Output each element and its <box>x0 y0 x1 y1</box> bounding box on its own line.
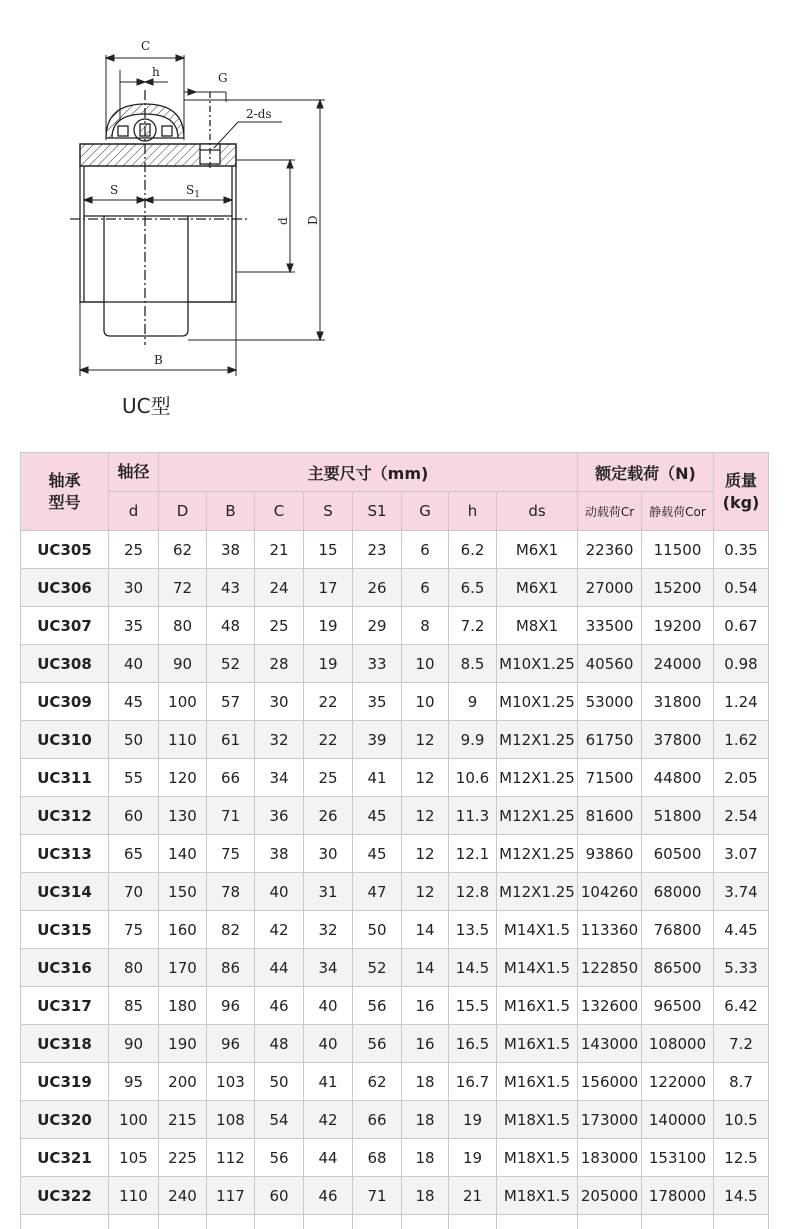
header-col-C: C <box>255 492 304 531</box>
cell-cr: 61750 <box>578 721 642 759</box>
cell-empty <box>402 1215 449 1229</box>
cell-S1: 52 <box>353 949 402 987</box>
cell-cor: 31800 <box>642 683 714 721</box>
table-row <box>21 1101 769 1139</box>
cell-cor: 68000 <box>642 873 714 911</box>
cell-mass: 0.98 <box>714 645 769 683</box>
cell-cr: 173000 <box>578 1101 642 1139</box>
header-model <box>21 453 109 531</box>
cell-S1: 45 <box>353 835 402 873</box>
cell-ds: M12X1.25 <box>497 873 578 911</box>
cell-cor: 96500 <box>642 987 714 1025</box>
cell-d: 50 <box>109 721 159 759</box>
cell-B: 57 <box>207 683 255 721</box>
dim-label-s1: $S_1$ <box>186 183 200 200</box>
cell-G: 14 <box>402 911 449 949</box>
cell-D: 72 <box>159 569 207 607</box>
header-col-S: S <box>304 492 353 531</box>
cell-S: 25 <box>304 759 353 797</box>
cell-S: 19 <box>304 645 353 683</box>
cell-S1: 68 <box>353 1139 402 1177</box>
table-row <box>21 569 769 607</box>
cell-empty <box>578 1215 642 1229</box>
cell-S1: 45 <box>353 797 402 835</box>
header-rated-load: 额定载荷（N) <box>578 453 714 492</box>
cell-C: 60 <box>255 1177 304 1215</box>
bearing-cross-section-drawing <box>0 0 790 440</box>
cell-model: UC306 <box>21 569 109 607</box>
cell-d: 35 <box>109 607 159 645</box>
cell-ds: M6X1 <box>497 531 578 569</box>
cell-model: UC317 <box>21 987 109 1025</box>
cell-S1: 29 <box>353 607 402 645</box>
cell-S: 42 <box>304 1101 353 1139</box>
cell-D: 160 <box>159 911 207 949</box>
cell-S: 30 <box>304 835 353 873</box>
cell-B: 43 <box>207 569 255 607</box>
cell-S: 32 <box>304 911 353 949</box>
cell-h: 13.5 <box>449 911 497 949</box>
cell-G: 12 <box>402 835 449 873</box>
cell-d: 65 <box>109 835 159 873</box>
cell-mass: 6.42 <box>714 987 769 1025</box>
cell-S: 40 <box>304 987 353 1025</box>
cell-B: 75 <box>207 835 255 873</box>
cell-ds: M18X1.5 <box>497 1139 578 1177</box>
cell-cr: 205000 <box>578 1177 642 1215</box>
cell-d: 25 <box>109 531 159 569</box>
cell-B: 108 <box>207 1101 255 1139</box>
cell-C: 36 <box>255 797 304 835</box>
header-col-d: d <box>109 492 159 531</box>
cell-cr: 71500 <box>578 759 642 797</box>
header-bore: 轴径 <box>109 453 159 492</box>
cell-empty <box>497 1215 578 1229</box>
cell-S: 26 <box>304 797 353 835</box>
cell-G: 18 <box>402 1177 449 1215</box>
cell-cr: 156000 <box>578 1063 642 1101</box>
cell-mass: 10.5 <box>714 1101 769 1139</box>
cell-C: 48 <box>255 1025 304 1063</box>
cell-h: 8.5 <box>449 645 497 683</box>
cell-mass: 4.45 <box>714 911 769 949</box>
cell-cor: 24000 <box>642 645 714 683</box>
cell-mass: 3.74 <box>714 873 769 911</box>
cell-d: 30 <box>109 569 159 607</box>
cell-model: UC305 <box>21 531 109 569</box>
table-row <box>21 683 769 721</box>
cell-mass: 0.54 <box>714 569 769 607</box>
cell-d: 110 <box>109 1177 159 1215</box>
cell-model: UC316 <box>21 949 109 987</box>
cell-ds: M12X1.25 <box>497 797 578 835</box>
cell-D: 240 <box>159 1177 207 1215</box>
header-col-B: B <box>207 492 255 531</box>
cell-d: 75 <box>109 911 159 949</box>
cell-d: 70 <box>109 873 159 911</box>
header-col-D: D <box>159 492 207 531</box>
cell-S1: 23 <box>353 531 402 569</box>
cell-h: 9 <box>449 683 497 721</box>
cell-cr: 40560 <box>578 645 642 683</box>
cell-G: 12 <box>402 759 449 797</box>
cell-S: 31 <box>304 873 353 911</box>
cell-S1: 47 <box>353 873 402 911</box>
cell-S: 19 <box>304 607 353 645</box>
cell-C: 44 <box>255 949 304 987</box>
table-row <box>21 721 769 759</box>
cell-G: 10 <box>402 683 449 721</box>
cell-h: 16.7 <box>449 1063 497 1101</box>
cell-mass: 1.24 <box>714 683 769 721</box>
cell-d: 95 <box>109 1063 159 1101</box>
cell-B: 103 <box>207 1063 255 1101</box>
cell-cor: 108000 <box>642 1025 714 1063</box>
cell-cor: 60500 <box>642 835 714 873</box>
cell-cor: 76800 <box>642 911 714 949</box>
cell-S1: 26 <box>353 569 402 607</box>
cell-D: 150 <box>159 873 207 911</box>
cell-mass: 2.54 <box>714 797 769 835</box>
cell-G: 18 <box>402 1063 449 1101</box>
cell-cor: 15200 <box>642 569 714 607</box>
cell-G: 14 <box>402 949 449 987</box>
cell-C: 42 <box>255 911 304 949</box>
cell-empty <box>207 1215 255 1229</box>
header-col-G: G <box>402 492 449 531</box>
dim-label-c: C <box>141 39 150 53</box>
cell-mass: 7.2 <box>714 1025 769 1063</box>
cell-B: 66 <box>207 759 255 797</box>
cell-h: 16.5 <box>449 1025 497 1063</box>
cell-D: 140 <box>159 835 207 873</box>
cell-cr: 33500 <box>578 607 642 645</box>
cell-h: 12.8 <box>449 873 497 911</box>
cell-empty <box>21 1215 109 1229</box>
cell-cor: 122000 <box>642 1063 714 1101</box>
cell-cor: 44800 <box>642 759 714 797</box>
cell-D: 62 <box>159 531 207 569</box>
cell-C: 54 <box>255 1101 304 1139</box>
dim-label-s: S <box>110 183 118 197</box>
table-row <box>21 1025 769 1063</box>
cell-D: 200 <box>159 1063 207 1101</box>
cell-h: 15.5 <box>449 987 497 1025</box>
cell-cor: 11500 <box>642 531 714 569</box>
cell-B: 71 <box>207 797 255 835</box>
cell-S1: 56 <box>353 987 402 1025</box>
cell-D: 130 <box>159 797 207 835</box>
cell-C: 30 <box>255 683 304 721</box>
cell-G: 8 <box>402 607 449 645</box>
cell-empty <box>159 1215 207 1229</box>
cell-h: 11.3 <box>449 797 497 835</box>
cell-mass: 14.5 <box>714 1177 769 1215</box>
cell-D: 120 <box>159 759 207 797</box>
cell-mass: 3.07 <box>714 835 769 873</box>
cell-S: 40 <box>304 1025 353 1063</box>
cell-ds: M10X1.25 <box>497 683 578 721</box>
cell-S1: 41 <box>353 759 402 797</box>
cell-B: 78 <box>207 873 255 911</box>
cell-cor: 51800 <box>642 797 714 835</box>
cell-ds: M6X1 <box>497 569 578 607</box>
cell-G: 18 <box>402 1139 449 1177</box>
cell-C: 56 <box>255 1139 304 1177</box>
cell-empty <box>109 1215 159 1229</box>
cell-S: 17 <box>304 569 353 607</box>
cell-B: 82 <box>207 911 255 949</box>
cell-mass: 0.67 <box>714 607 769 645</box>
header-mass-text: 质量 (kg) <box>723 471 760 512</box>
table-row <box>21 835 769 873</box>
cell-d: 40 <box>109 645 159 683</box>
table-row-cutoff <box>21 1215 769 1229</box>
cell-ds: M16X1.5 <box>497 1063 578 1101</box>
cell-G: 6 <box>402 531 449 569</box>
cell-cor: 140000 <box>642 1101 714 1139</box>
cell-D: 190 <box>159 1025 207 1063</box>
cell-mass: 5.33 <box>714 949 769 987</box>
cell-C: 21 <box>255 531 304 569</box>
cell-S: 22 <box>304 683 353 721</box>
cell-B: 112 <box>207 1139 255 1177</box>
cell-D: 80 <box>159 607 207 645</box>
cell-S1: 66 <box>353 1101 402 1139</box>
cell-cor: 37800 <box>642 721 714 759</box>
cell-S: 44 <box>304 1139 353 1177</box>
cell-model: UC311 <box>21 759 109 797</box>
dim-label-g: G <box>218 71 228 85</box>
cell-C: 46 <box>255 987 304 1025</box>
cell-mass: 0.35 <box>714 531 769 569</box>
cell-B: 96 <box>207 987 255 1025</box>
cell-ds: M14X1.5 <box>497 911 578 949</box>
cell-S1: 39 <box>353 721 402 759</box>
cell-cr: 81600 <box>578 797 642 835</box>
header-col-ds: ds <box>497 492 578 531</box>
cell-model: UC308 <box>21 645 109 683</box>
cell-cr: 104260 <box>578 873 642 911</box>
cell-h: 19 <box>449 1139 497 1177</box>
cell-C: 32 <box>255 721 304 759</box>
cell-d: 80 <box>109 949 159 987</box>
cell-S1: 71 <box>353 1177 402 1215</box>
table-body <box>21 531 769 1229</box>
cell-B: 86 <box>207 949 255 987</box>
cell-ds: M14X1.5 <box>497 949 578 987</box>
dim-label-ds: 2-ds <box>246 107 272 121</box>
cell-cr: 132600 <box>578 987 642 1025</box>
cell-d: 45 <box>109 683 159 721</box>
cell-model: UC309 <box>21 683 109 721</box>
cell-G: 12 <box>402 873 449 911</box>
cell-D: 90 <box>159 645 207 683</box>
cell-h: 14.5 <box>449 949 497 987</box>
cell-ds: M12X1.25 <box>497 759 578 797</box>
cell-ds: M12X1.25 <box>497 721 578 759</box>
cell-cor: 19200 <box>642 607 714 645</box>
cell-model: UC319 <box>21 1063 109 1101</box>
cell-model: UC313 <box>21 835 109 873</box>
cell-D: 110 <box>159 721 207 759</box>
cell-S1: 50 <box>353 911 402 949</box>
cell-cor: 86500 <box>642 949 714 987</box>
cell-cr: 143000 <box>578 1025 642 1063</box>
cell-h: 7.2 <box>449 607 497 645</box>
cell-cor: 178000 <box>642 1177 714 1215</box>
header-col-S1: S1 <box>353 492 402 531</box>
cell-D: 180 <box>159 987 207 1025</box>
table-row <box>21 987 769 1025</box>
header-model-text: 轴承 型号 <box>48 471 80 512</box>
table-row <box>21 645 769 683</box>
cell-G: 12 <box>402 797 449 835</box>
cell-mass: 8.7 <box>714 1063 769 1101</box>
cell-ds: M12X1.25 <box>497 835 578 873</box>
cell-empty <box>642 1215 714 1229</box>
header-col-cr: 动载荷Cr <box>578 492 642 531</box>
cell-empty <box>353 1215 402 1229</box>
cell-h: 6.2 <box>449 531 497 569</box>
table-row <box>21 1139 769 1177</box>
cell-cr: 22360 <box>578 531 642 569</box>
cell-mass: 1.62 <box>714 721 769 759</box>
cell-model: UC322 <box>21 1177 109 1215</box>
cell-cr: 53000 <box>578 683 642 721</box>
cell-S1: 62 <box>353 1063 402 1101</box>
table-row <box>21 531 769 569</box>
cell-cr: 93860 <box>578 835 642 873</box>
cell-ds: M16X1.5 <box>497 1025 578 1063</box>
cell-D: 170 <box>159 949 207 987</box>
cell-C: 28 <box>255 645 304 683</box>
cell-h: 12.1 <box>449 835 497 873</box>
cell-model: UC315 <box>21 911 109 949</box>
cell-S1: 35 <box>353 683 402 721</box>
cell-ds: M10X1.25 <box>497 645 578 683</box>
cell-B: 61 <box>207 721 255 759</box>
table-header <box>21 453 769 531</box>
table-row <box>21 911 769 949</box>
cell-D: 225 <box>159 1139 207 1177</box>
cell-model: UC314 <box>21 873 109 911</box>
cell-d: 60 <box>109 797 159 835</box>
cell-G: 10 <box>402 645 449 683</box>
cell-h: 10.6 <box>449 759 497 797</box>
cell-cr: 183000 <box>578 1139 642 1177</box>
cell-d: 100 <box>109 1101 159 1139</box>
table-row <box>21 873 769 911</box>
cell-cr: 27000 <box>578 569 642 607</box>
cell-model: UC307 <box>21 607 109 645</box>
header-main-dims: 主要尺寸（mm) <box>159 453 578 492</box>
table-row <box>21 797 769 835</box>
cell-C: 40 <box>255 873 304 911</box>
cell-empty <box>449 1215 497 1229</box>
cell-d: 105 <box>109 1139 159 1177</box>
cell-S: 15 <box>304 531 353 569</box>
cell-model: UC320 <box>21 1101 109 1139</box>
cell-G: 12 <box>402 721 449 759</box>
cell-cr: 113360 <box>578 911 642 949</box>
cell-model: UC310 <box>21 721 109 759</box>
header-col-cor: 静载荷Cor <box>642 492 714 531</box>
cell-cor: 153100 <box>642 1139 714 1177</box>
cell-G: 18 <box>402 1101 449 1139</box>
cell-mass: 12.5 <box>714 1139 769 1177</box>
dim-label-h: h <box>152 65 160 79</box>
drawing-caption: UC型 <box>122 390 171 419</box>
cell-ds: M18X1.5 <box>497 1101 578 1139</box>
header-col-h: h <box>449 492 497 531</box>
cell-G: 16 <box>402 1025 449 1063</box>
cell-ds: M8X1 <box>497 607 578 645</box>
cell-C: 38 <box>255 835 304 873</box>
cell-h: 19 <box>449 1101 497 1139</box>
cell-empty <box>304 1215 353 1229</box>
cell-empty <box>714 1215 769 1229</box>
cell-ds: M18X1.5 <box>497 1177 578 1215</box>
cell-C: 24 <box>255 569 304 607</box>
cell-D: 100 <box>159 683 207 721</box>
cell-S1: 33 <box>353 645 402 683</box>
cell-G: 6 <box>402 569 449 607</box>
cell-B: 52 <box>207 645 255 683</box>
cell-B: 38 <box>207 531 255 569</box>
table-row <box>21 1177 769 1215</box>
cell-h: 9.9 <box>449 721 497 759</box>
table-row <box>21 759 769 797</box>
cell-d: 55 <box>109 759 159 797</box>
dim-label-d: d <box>276 217 290 225</box>
cell-model: UC321 <box>21 1139 109 1177</box>
dim-label-b: B <box>154 353 163 367</box>
table-row <box>21 1063 769 1101</box>
table-row <box>21 949 769 987</box>
cell-S: 46 <box>304 1177 353 1215</box>
table-row <box>21 607 769 645</box>
cell-model: UC318 <box>21 1025 109 1063</box>
cell-d: 85 <box>109 987 159 1025</box>
cell-S: 22 <box>304 721 353 759</box>
cell-ds: M16X1.5 <box>497 987 578 1025</box>
cell-C: 25 <box>255 607 304 645</box>
dim-label-D: D <box>306 215 320 225</box>
bearing-spec-table <box>20 452 769 1229</box>
cell-mass: 2.05 <box>714 759 769 797</box>
header-mass <box>714 453 769 531</box>
cell-B: 96 <box>207 1025 255 1063</box>
cell-h: 6.5 <box>449 569 497 607</box>
cell-model: UC312 <box>21 797 109 835</box>
cell-G: 16 <box>402 987 449 1025</box>
cell-d: 90 <box>109 1025 159 1063</box>
cell-C: 50 <box>255 1063 304 1101</box>
cell-S1: 56 <box>353 1025 402 1063</box>
cell-D: 215 <box>159 1101 207 1139</box>
cell-S: 34 <box>304 949 353 987</box>
cell-B: 48 <box>207 607 255 645</box>
cell-h: 21 <box>449 1177 497 1215</box>
cell-C: 34 <box>255 759 304 797</box>
cell-S: 41 <box>304 1063 353 1101</box>
cell-B: 117 <box>207 1177 255 1215</box>
cell-empty <box>255 1215 304 1229</box>
cell-cr: 122850 <box>578 949 642 987</box>
